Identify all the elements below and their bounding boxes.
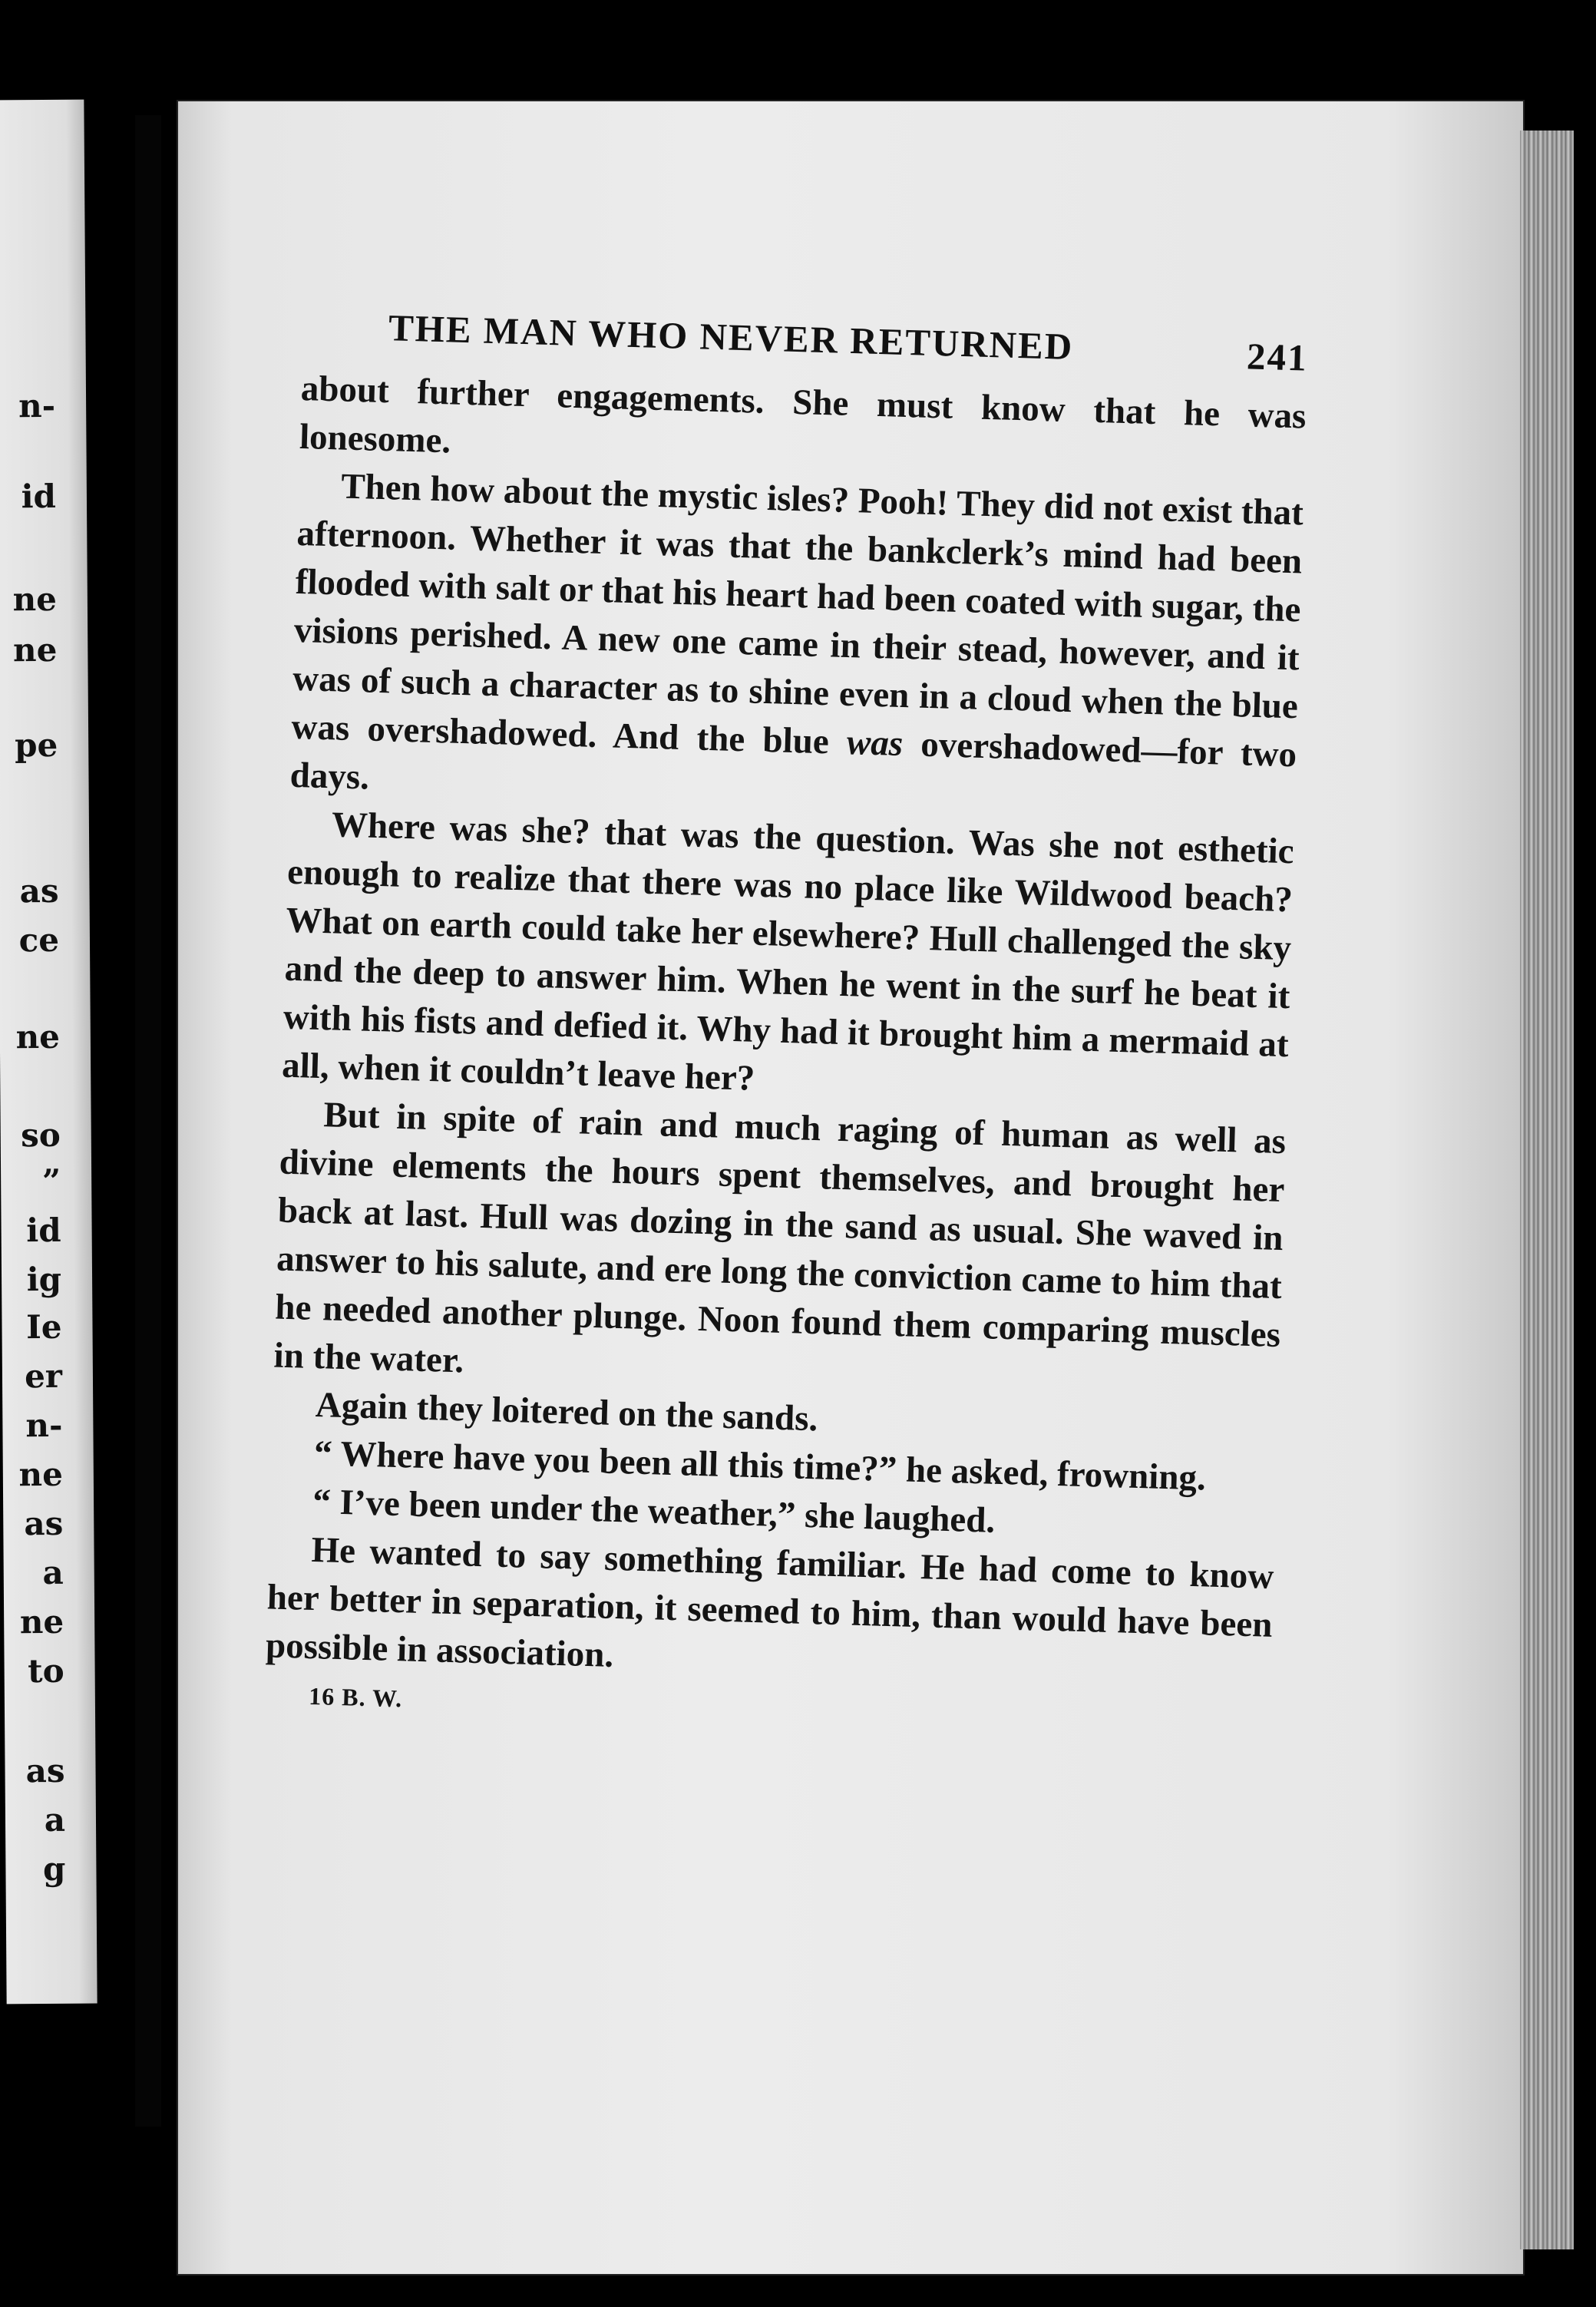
paragraph: But in spite of rain and much raging of human as well as divine elements the hours spent themselves, and brought her back at last. Hull was dozing in the sand as usual. She waved in answer to his salute, and ere long the conviction came to him that he needed another plunge. Noon found them comparing muscles in the water.	[273, 1095, 1287, 1381]
paragraph: Then how about the mystic isles? Pooh! They did not exist that afternoon. Whether it was that the bankclerk’s mind had been flooded with salt or that his heart had been coated with sugar, the visions perished. A new one came in their stead, however, and it was of such a character as to shine even in a cloud when the blue was overshadowed. And the blue was overshadowed—for two days.	[289, 466, 1304, 798]
paragraph: “ I’ve been under the weather,” she laughed.	[312, 1481, 996, 1541]
page-number: 241	[1246, 335, 1309, 379]
left-text-fragment: ne	[18, 1455, 64, 1494]
book-gutter	[135, 115, 161, 2127]
signature-mark: 16 B. W.	[308, 1681, 403, 1713]
body-text	[265, 365, 1307, 1698]
paragraph: about further engagements. She must know that he was lonesome.	[299, 368, 1307, 461]
left-text-fragment: as	[24, 1504, 64, 1543]
left-text-fragment: pe	[14, 725, 58, 765]
left-text-fragment: a	[42, 1553, 64, 1592]
left-text-fragment: ne	[12, 580, 58, 619]
page-edges	[1520, 131, 1574, 2249]
running-title: THE MAN WHO NEVER RETURNED	[388, 306, 1074, 369]
left-page-edge	[0, 100, 97, 2005]
paragraph: He wanted to say something familiar. He had come to know her better in separation, it seemed to him, than would have been possible in association.	[265, 1529, 1274, 1675]
left-text-fragment: as	[19, 871, 59, 911]
left-text-fragment: id	[26, 1211, 61, 1250]
paragraph: “ Where have you been all this time?” he asked, frowning.	[313, 1433, 1207, 1499]
left-text-fragment: to	[28, 1651, 64, 1691]
paragraph: Where was she? that was the question. Was she not esthetic enough to realize that there was no place like Wildwood beach? What on earth could take her elsewhere? Hull challenged the sky and the deep to answer him. When he went in the surf he beat it with his fists and defied it. Why had it brought him a mermaid at all, when it couldn’t leave her?	[281, 805, 1295, 1099]
left-text-fragment: as	[25, 1751, 65, 1790]
left-text-fragment: ne	[12, 630, 58, 669]
page-content	[264, 303, 1309, 1737]
left-text-fragment: Ie	[25, 1307, 62, 1347]
left-text-fragment: so	[20, 1115, 61, 1155]
left-text-fragment: ne	[15, 1017, 61, 1056]
left-text-fragment: n-	[25, 1406, 63, 1445]
left-text-fragment: ig	[26, 1260, 62, 1299]
left-text-fragment: id	[21, 477, 57, 516]
left-text-fragment: er	[24, 1357, 63, 1396]
left-text-fragment: ”	[41, 1162, 61, 1201]
left-text-fragment: a	[44, 1800, 66, 1839]
emphasis: was	[846, 722, 904, 765]
left-text-fragment: g	[42, 1849, 66, 1889]
left-text-fragment: ce	[18, 920, 60, 960]
left-text-fragment: ne	[19, 1602, 64, 1641]
left-text-fragment: n-	[18, 386, 56, 425]
paragraph: Again they loitered on the sands.	[315, 1385, 819, 1439]
